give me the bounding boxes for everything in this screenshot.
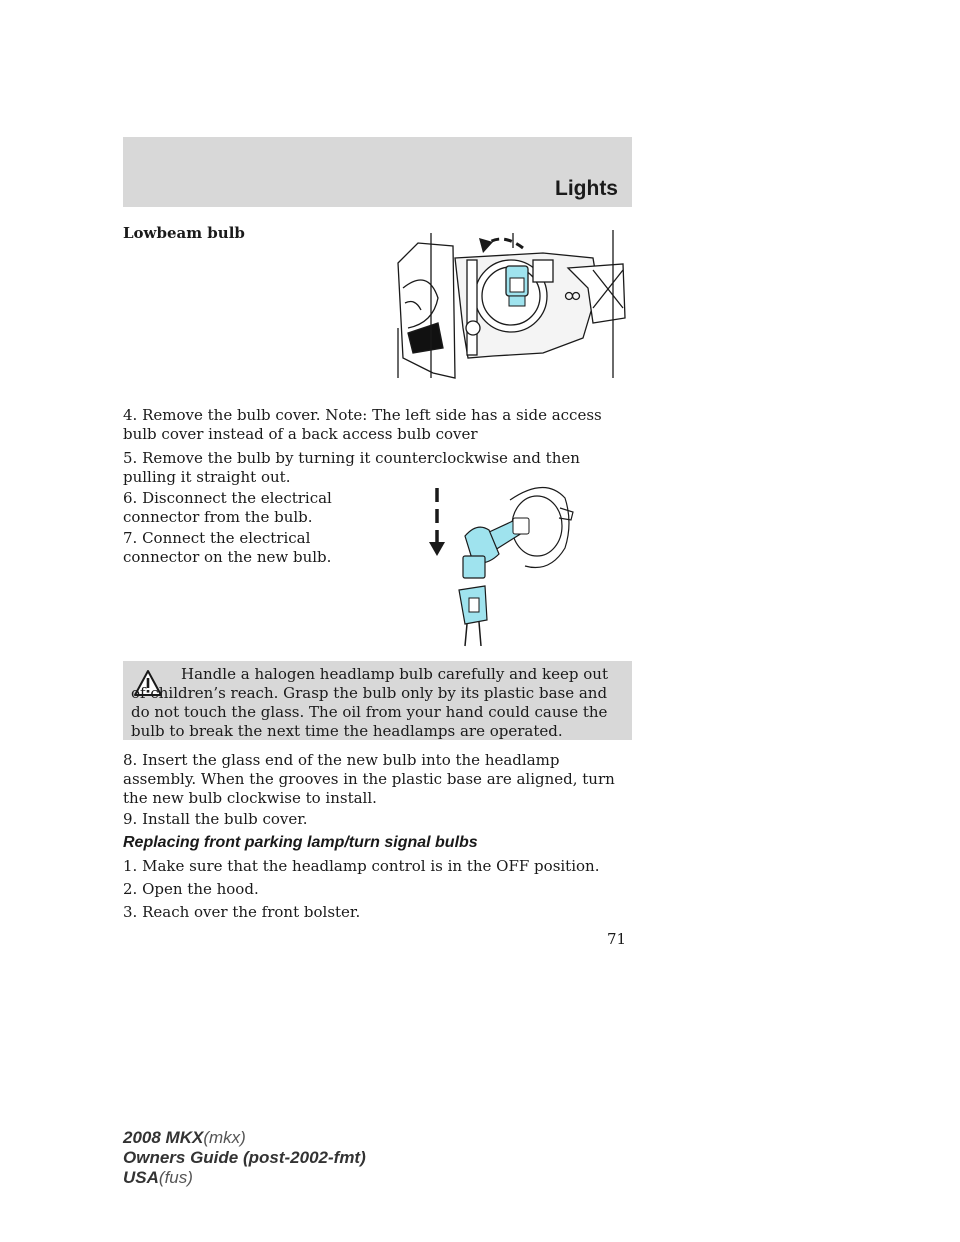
parking-step-1: 1. Make sure that the headlamp control is in the OFF position. [123,857,600,875]
step-9: 9. Install the bulb cover. [123,810,308,828]
lowbeam-heading: Lowbeam bulb [123,224,245,242]
step-6: 6. Disconnect the electrical connector from the bulb. [123,489,332,526]
warning-text: Handle a halogen headlamp bulb carefully and keep out of children’s reach. Grasp the bulb only by its plastic base and do not touch the glass. The oil from your hand could cause the bulb to break the next time the headlamps are operated. [131,665,608,740]
step-5: 5. Remove the bulb by turning it counterclockwise and then pulling it straight out. [123,449,580,486]
footer-model: 2008 MKX [123,1128,204,1147]
document-footer [123,1128,366,1188]
step-7: 7. Connect the electrical connector on the new bulb. [123,529,332,566]
footer-market: USA [123,1168,159,1187]
parking-step-2: 2. Open the hood. [123,880,259,898]
section-header-band [123,137,632,207]
parking-lamp-heading: Replacing front parking lamp/turn signal bulbs [123,834,478,851]
section-title: Lights [555,177,618,200]
headlamp-assembly-diagram [393,228,638,383]
footer-model-code: (mkx) [203,1128,246,1147]
step-4: 4. Remove the bulb cover. Note: The left side has a side access bulb cover instead of a back access bulb cover [123,406,602,443]
page-number: 71 [607,930,627,948]
warning-box [123,661,632,740]
step-8: 8. Insert the glass end of the new bulb into the headlamp assembly. When the grooves in the plastic base are aligned, turn the new bulb clockwise to install. [123,751,615,807]
bulb-connector-diagram [425,478,585,648]
footer-guide: Owners Guide (post-2002-fmt) [123,1148,366,1167]
footer-market-code: (fus) [158,1168,193,1187]
parking-step-3: 3. Reach over the front bolster. [123,903,361,921]
